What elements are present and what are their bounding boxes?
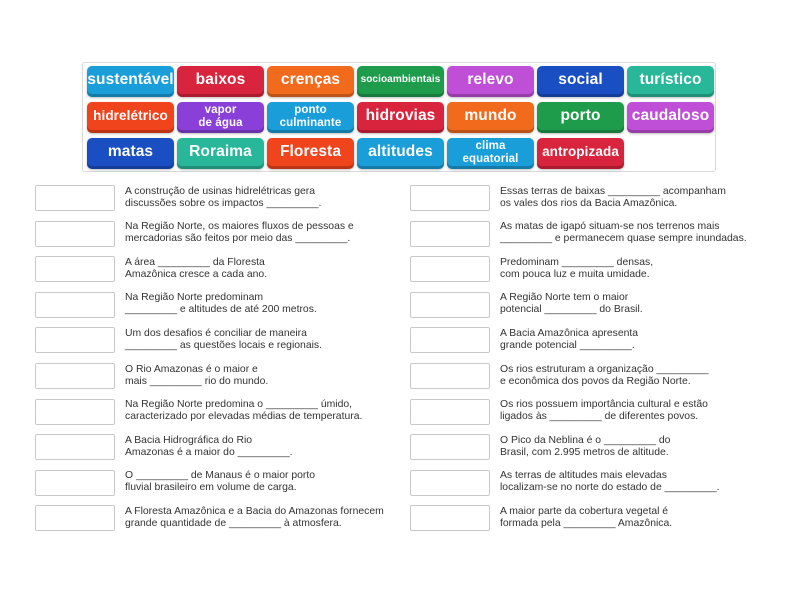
clue-text: As terras de altitudes mais elevadas localizam-se no norte do estado de _________.	[500, 470, 720, 494]
clue-text: O Rio Amazonas é o maior e mais _________ rio do mundo.	[125, 363, 269, 387]
clue-text: A Floresta Amazônica e a Bacia do Amazonas fornecem grande quantidade de _________ à atmosfera.	[125, 505, 384, 529]
clue-text: A construção de usinas hidrelétricas gera discussões sobre os impactos _________.	[125, 185, 322, 209]
clue-text: Predominam _________ densas, com pouca luz e muita umidade.	[500, 256, 654, 280]
answer-slot[interactable]	[35, 256, 115, 282]
word-tile[interactable]: caudaloso	[627, 102, 714, 133]
word-tile[interactable]: Floresta	[267, 138, 354, 169]
clue-text: Um dos desafios é conciliar de maneira _________ as questões locais e regionais.	[125, 327, 322, 351]
clue-text: As matas de igapó situam-se nos terrenos mais _________ e permanecem quase sempre inundadas.	[500, 221, 747, 245]
word-tile[interactable]: clima equatorial	[447, 138, 534, 169]
answer-slot[interactable]	[35, 292, 115, 318]
word-tile[interactable]: turístico	[627, 66, 714, 97]
clue-text: A Região Norte tem o maior potencial _________ do Brasil.	[500, 292, 643, 316]
answer-slot[interactable]	[35, 470, 115, 496]
answer-slot[interactable]	[410, 185, 490, 211]
word-tile[interactable]: matas	[87, 138, 174, 169]
clue-text: Na Região Norte, os maiores fluxos de pessoas e mercadorias são feitos por meio das _________.	[125, 221, 354, 245]
clue-text: Os rios possuem importância cultural e estão ligados às _________ de diferentes povos.	[500, 399, 708, 423]
clue-text: Essas terras de baixas _________ acompanham os vales dos rios da Bacia Amazônica.	[500, 185, 726, 209]
word-tile[interactable]: ponto culminante	[267, 102, 354, 133]
word-tile[interactable]: altitudes	[357, 138, 444, 169]
word-tile[interactable]: porto	[537, 102, 624, 133]
answer-slot[interactable]	[35, 221, 115, 247]
word-tile[interactable]: baixos	[177, 66, 264, 97]
word-tile[interactable]: sustentável	[87, 66, 174, 97]
answer-slot[interactable]	[35, 363, 115, 389]
word-tile[interactable]: Roraima	[177, 138, 264, 169]
answer-slot[interactable]	[410, 256, 490, 282]
answer-slot[interactable]	[410, 399, 490, 425]
word-bank	[82, 62, 716, 172]
word-tile[interactable]: vapor de água	[177, 102, 264, 133]
answer-slot[interactable]	[35, 505, 115, 531]
word-tile[interactable]: crenças	[267, 66, 354, 97]
answer-slot[interactable]	[35, 399, 115, 425]
answer-slot[interactable]	[35, 327, 115, 353]
word-tile[interactable]: hidrovias	[357, 102, 444, 133]
clue-text: O Pico da Neblina é o _________ do Brasil, com 2.995 metros de altitude.	[500, 434, 671, 458]
clue-text: O _________ de Manaus é o maior porto fluvial brasileiro em volume de carga.	[125, 470, 316, 494]
clue-text: A maior parte da cobertura vegetal é formada pela _________ Amazônica.	[500, 505, 673, 529]
answer-slot[interactable]	[410, 221, 490, 247]
answer-slot[interactable]	[410, 363, 490, 389]
answer-slot[interactable]	[35, 434, 115, 460]
answer-slot[interactable]	[410, 505, 490, 531]
clue-text: Na Região Norte predomina o _________ úmido, caracterizado por elevadas médias de temperatura.	[125, 399, 363, 423]
word-tile[interactable]: social	[537, 66, 624, 97]
word-tile[interactable]: antropizada	[537, 138, 624, 169]
answer-slot[interactable]	[410, 470, 490, 496]
word-tile[interactable]: mundo	[447, 102, 534, 133]
word-tile[interactable]: hidrelétrico	[87, 102, 174, 133]
answer-slot[interactable]	[35, 185, 115, 211]
clue-text: Na Região Norte predominam _________ e altitudes de até 200 metros.	[125, 292, 317, 316]
answer-slot[interactable]	[410, 434, 490, 460]
clue-text: A Bacia Hidrográfica do Rio Amazonas é a maior do _________.	[125, 434, 293, 458]
clue-text: A área _________ da Floresta Amazônica cresce a cada ano.	[125, 256, 268, 280]
answer-slot[interactable]	[410, 292, 490, 318]
word-tile[interactable]: socioambientais	[357, 66, 444, 97]
answer-slot[interactable]	[410, 327, 490, 353]
clue-text: A Bacia Amazônica apresenta grande potencial _________.	[500, 327, 639, 351]
clue-text: Os rios estruturam a organização _________ e econômica dos povos da Região Norte.	[500, 363, 709, 387]
word-tile[interactable]: relevo	[447, 66, 534, 97]
